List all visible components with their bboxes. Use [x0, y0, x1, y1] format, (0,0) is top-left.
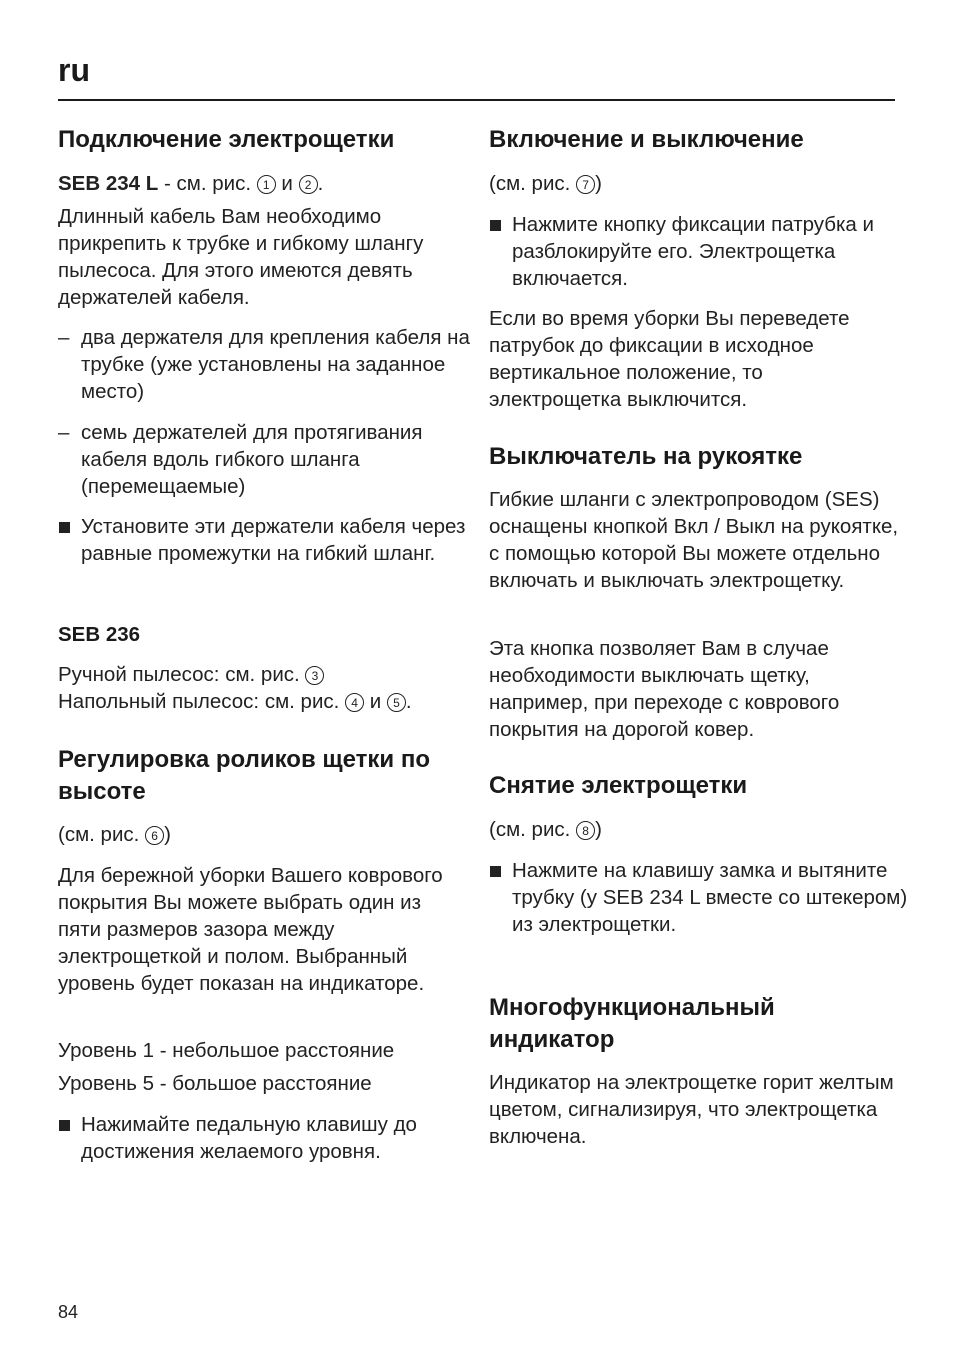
level-1-text: Уровень 1 - небольшое расстояние [58, 1039, 395, 1062]
paragraph-ses-hoses: Гибкие шланги с электропроводом (SES) оснащены кнопкой Вкл / Выкл на рукоятке, с помощью которой Вы можете отдельно включать и выключать электрощетку. [489, 488, 899, 592]
figure-number-badge: 4 [345, 693, 364, 712]
instruction-pedal [58, 1111, 491, 1165]
square-bullet-icon [59, 522, 70, 533]
instruction-unlock-nozzle [489, 211, 922, 292]
figure-number-badge: 1 [257, 175, 276, 194]
level-5-text: Уровень 5 - большое расстояние [58, 1072, 372, 1095]
figure-number-badge: 3 [305, 666, 324, 685]
ref-close-text: ) [595, 818, 602, 841]
ref-close-text: ) [595, 172, 602, 195]
paragraph-button-purpose: Эта кнопка позволяет Вам в случае необходимости выключать щетку, например, при переходе с коврового покрытия на дорогой ковер. [489, 637, 840, 741]
heading-brush-connection: Подключение электрощетки [58, 126, 395, 153]
paragraph-switch-off: Если во время уборки Вы переведете патрубок до фиксации в исходное вертикальное положение, то электрощетка выключится. [489, 307, 850, 411]
floor-vacuum-line [58, 688, 468, 715]
model-reference-line [58, 170, 468, 197]
figure-number-badge: 2 [299, 175, 318, 194]
figure-ref-text: - см. рис. [158, 172, 257, 195]
heading-multifunction-indicator: Многофункциональный индикатор [489, 994, 775, 1053]
ref-open-text: (см. рис. [58, 823, 146, 846]
manual-vacuum-text: Ручной пылесос: см. рис. [58, 663, 306, 686]
ref-open-text: (см. рис. [489, 818, 577, 841]
paragraph-cable-holders: Длинный кабель Вам необходимо прикрепить к трубке и гибкому шлангу пылесоса. Для этого имеются девять держателей кабеля. [58, 205, 424, 309]
dash-item-text: два держателя для крепления кабеля на трубке (уже установлены на заданное место) [81, 326, 470, 403]
language-code: ru [58, 52, 90, 88]
paragraph-gap-sizes: Для бережной уборки Вашего коврового покрытия Вы можете выбрать один из пяти размеров зазора между электрощеткой и полом. Выбранный уровень будет показан на индикаторе. [58, 864, 443, 995]
ref-open-text: (см. рис. [489, 172, 577, 195]
figure-reference-7 [489, 170, 899, 197]
square-bullet-icon [490, 866, 501, 877]
subheading-seb236: SEB 236 [58, 623, 141, 646]
manual-vacuum-line [58, 661, 468, 688]
paragraph-indicator: Индикатор на электрощетке горит желтым цветом, сигнализируя, что электрощетка включена. [489, 1071, 894, 1148]
instruction-release-lock [489, 857, 922, 938]
floor-vacuum-text: Напольный пылесос: см. рис. [58, 690, 346, 713]
dash-item-hose-holders [58, 419, 491, 500]
instruction-text: Установите эти держатели кабеля через равные промежутки на гибкий шланг. [81, 515, 466, 565]
figure-reference-6 [58, 821, 468, 848]
figure-number-badge: 6 [145, 826, 164, 845]
square-bullet-icon [59, 1120, 70, 1131]
header-rule [58, 99, 895, 101]
ref-close-text: ) [164, 823, 171, 846]
square-bullet-icon [490, 220, 501, 231]
conjunction-text: и [275, 172, 299, 195]
figure-number-badge: 8 [576, 821, 595, 840]
dash-marker: – [58, 326, 70, 349]
period-text: . [317, 172, 324, 195]
heading-handle-switch: Выключатель на рукоятке [489, 443, 803, 470]
instruction-text: Нажмите кнопку фиксации патрубка и разблокируйте его. Электрощетка включается. [512, 213, 874, 290]
figure-number-badge: 7 [576, 175, 595, 194]
page-number: 84 [58, 1302, 79, 1322]
period-text: . [405, 690, 412, 713]
dash-item-text: семь держателей для протягивания кабеля вдоль гибкого шланга (перемещаемые) [81, 421, 423, 498]
model-name: SEB 234 L [58, 172, 159, 195]
conjunction-text: и [364, 690, 387, 713]
heading-on-off: Включение и выключение [489, 126, 804, 153]
heading-remove-brush: Снятие электрощетки [489, 772, 748, 799]
instruction-text: Нажмите на клавишу замка и вытяните трубку (у SEB 234 L вместе со штекером) из электрощетки. [512, 859, 908, 936]
figure-number-badge: 5 [387, 693, 406, 712]
heading-roller-height: Регулировка роликов щетки по высоте [58, 746, 431, 805]
instruction-text: Нажимайте педальную клавишу до достижения желаемого уровня. [81, 1113, 417, 1163]
instruction-install-holders [58, 513, 491, 567]
figure-reference-8 [489, 816, 899, 843]
dash-item-tube-holders [58, 324, 491, 405]
dash-marker: – [58, 421, 70, 444]
